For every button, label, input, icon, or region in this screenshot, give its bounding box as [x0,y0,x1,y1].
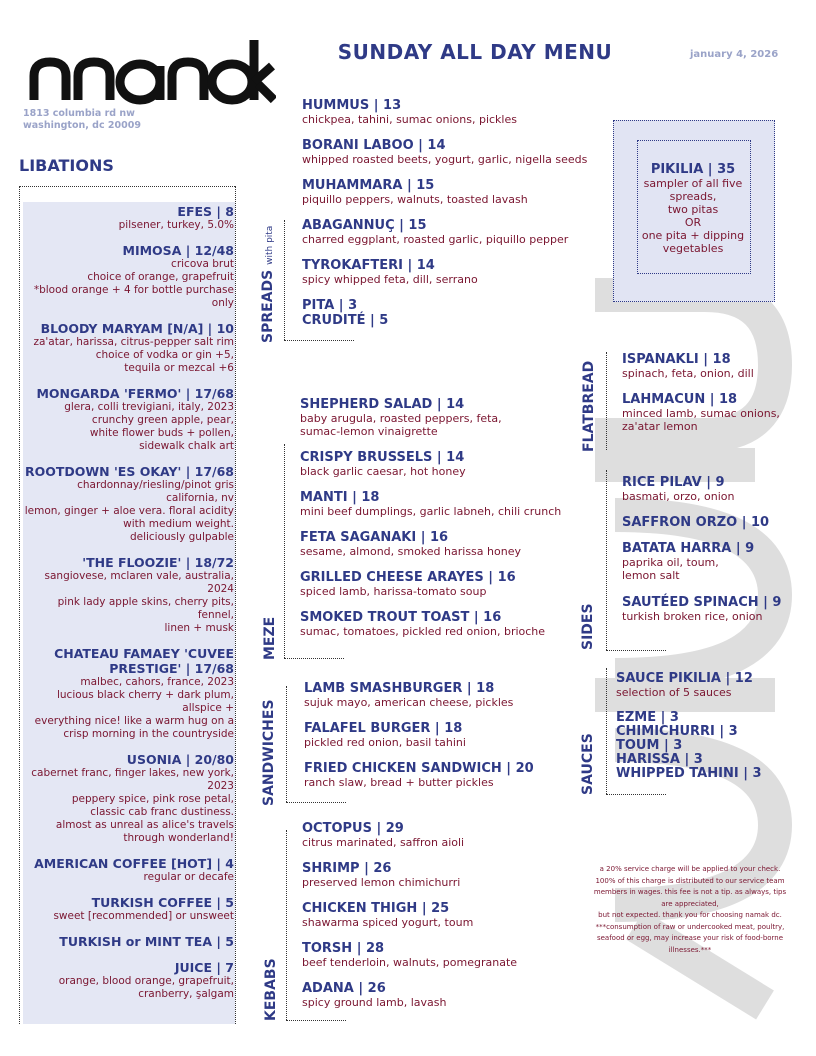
libation-name: TURKISH or MINT TEA | 5 [59,934,234,949]
meze-item-name: SMOKED TROUT TOAST | 16 [300,610,502,625]
spread-name: BORANI LABOO | 14 [302,138,446,153]
kebab-item-name: CHICKEN THIGH | 25 [302,901,450,916]
sandwich-item [304,681,513,709]
flatbread-item-name: LAHMACUN | 18 [622,392,738,407]
pikilia-desc-line: sampler of all five [643,177,743,190]
side-item-name: SAFFRON ORZO | 10 [622,515,770,530]
kebab-item-name: TORSH | 28 [302,941,385,956]
libation-name: USONIA | 20/80 [126,752,234,767]
meze-item-desc: sesame, almond, smoked harissa honey [300,545,521,558]
libation-desc: fennel, [197,609,234,621]
sandwiches-divider [286,686,287,802]
sandwich-item [304,721,466,749]
libation-desc: pink lady apple skins, cherry pits, [57,596,234,608]
spread-desc: piquillo peppers, walnuts, toasted lavash [302,193,528,206]
libation-desc: orange, blood orange, grapefruit, [58,975,234,987]
sandwich-item-name: FRIED CHICKEN SANDWICH | 20 [304,761,534,776]
flatbread-item-desc: minced lamb, sumac onions, [622,407,780,420]
meze-item-name: MANTI | 18 [300,490,380,505]
meze-label: MEZE [262,616,278,660]
address [23,108,141,132]
libation-item [24,856,234,884]
pikilia-desc-line: one pita + dipping [641,229,745,242]
pikilia-name: PIKILIA | 35 [650,162,736,177]
libation-name: AMERICAN COFFEE [HOT] | 4 [34,856,234,871]
libation-desc: white flower buds + pollen, [89,427,234,439]
side-item-desc: basmati, orzo, onion [622,490,735,503]
spread-desc: spicy whipped feta, dill, serrano [302,273,478,286]
libation-item [24,960,234,1001]
pikilia-desc-line: spreads, [669,190,717,203]
libation-desc: linen + musk [164,622,234,634]
pikilia-desc [614,177,772,255]
side-item-desc: lemon salt [622,569,680,582]
libation-desc: tequila or mezcal +6 [124,362,234,374]
pikilia-desc-line: two pitas [667,203,719,216]
notice-line: a 20% service charge will be applied to your check. [599,865,781,873]
kebab-item-desc: preserved lemon chimichurri [302,876,461,889]
libation-name: BLOODY MARYAM [N/A] | 10 [40,321,234,336]
libation-desc: everything nice! like a warm hug on a [34,715,234,727]
libation-desc: almost as unreal as alice's travels [55,819,234,831]
notice-line: illnesses.*** [668,945,712,954]
address-line-1: 1813 columbia rd nw [23,108,135,119]
meze-divider [284,444,285,658]
libation-desc: 2024 [207,583,234,595]
meze-item-name: SHEPHERD SALAD | 14 [300,397,465,412]
sauce-pikilia-desc: selection of 5 sauces [616,686,732,699]
spreads-divider-bottom [284,340,354,341]
sauces-divider [606,668,607,794]
libation-item [24,646,234,741]
libation-item [24,204,234,232]
spread-name: HUMMUS | 13 [302,98,402,113]
side-item [622,595,781,623]
sandwich-item-desc: sujuk mayo, american cheese, pickles [304,696,514,709]
libations-heading: LIBATIONS [19,156,114,175]
namak-logo [28,36,276,106]
sauce-list [616,711,762,781]
side-item [622,515,769,530]
kebab-item-desc: citrus marinated, saffron aioli [302,836,465,849]
meze-divider-bottom [284,658,344,659]
sides-divider-bottom [606,650,666,651]
flatbread-item [622,352,754,380]
libations-divider-right [235,186,236,1024]
kebab-item [302,861,460,889]
flatbread-item [622,392,780,433]
flatbread-label: FLATBREAD [581,360,597,452]
libation-item [24,321,234,375]
meze-item-desc: sumac-lemon vinaigrette [300,425,438,438]
spreads-label [260,226,276,343]
libation-desc: with medium weight. [123,518,234,530]
meze-item-desc: mini beef dumplings, garlic labneh, chili crunch [300,505,562,518]
service-charge-notice [590,864,790,956]
spreads-label-text: SPREADS [260,269,276,343]
kebab-item-desc: shawarma spiced yogurt, toum [302,916,474,929]
sauce-item: HARISSA | 3 [616,752,703,767]
notice-line: 100% of this charge is distributed to our service team [595,876,785,885]
libation-desc: choice of orange, grapefruit [87,271,234,283]
sides-divider [606,470,607,650]
side-item-desc: paprika oil, toum, [622,556,719,569]
spread-item [302,178,528,206]
libation-desc: crunchy green apple, pear, [91,414,234,426]
libation-item [24,752,234,845]
libation-desc: *blood orange + 4 for bottle purchase [33,284,234,296]
libation-item [24,934,234,949]
libation-desc: deliciously gulpable [129,531,234,543]
sandwich-item-name: FALAFEL BURGER | 18 [304,721,463,736]
sauce-item: EZME | 3 [616,710,679,725]
libation-item [24,895,234,923]
sides-label: SIDES [580,603,596,650]
meze-item [300,610,545,638]
pikilia-desc-line: vegetables [662,242,724,255]
kebab-item-desc: spicy ground lamb, lavash [302,996,447,1009]
meze-item-desc: black garlic caesar, hot honey [300,465,466,478]
libation-desc: peppery spice, pink rose petal, [71,793,234,805]
sandwich-item-desc: pickled red onion, basil tahini [304,736,466,749]
libation-name: ROOTDOWN 'ES OKAY' | 17/68 [24,464,234,479]
kebabs-divider [286,830,287,1020]
meze-item-desc: sumac, tomatoes, pickled red onion, brioche [300,625,546,638]
menu-date: january 4, 2026 [690,49,779,60]
spread-item [302,138,587,166]
spread-name: PITA | 3 [302,298,358,313]
pikilia-desc-line: OR [684,216,702,229]
libation-desc: sweet [recommended] or unsweet [53,910,234,922]
libations-divider-left [19,186,20,1024]
libation-desc: through wonderland! [123,832,234,844]
sauce-item: CHIMICHURRI | 3 [616,724,738,739]
libation-desc: regular or decafe [143,871,234,883]
libation-desc: malbec, cahors, france, 2023 [80,676,234,688]
libation-desc: only [211,297,234,309]
notice-line: members in wages. this fee is not a tip. as always, tips [593,888,787,896]
kebab-item-name: SHRIMP | 26 [302,861,392,876]
spread-item [302,258,478,286]
side-item [622,475,734,503]
kebab-item [302,821,464,849]
meze-item-name: FETA SAGANAKI | 16 [300,530,449,545]
spread-item [302,313,388,328]
flatbread-item-name: ISPANAKLI | 18 [622,352,731,367]
sauces-label: SAUCES [580,733,596,795]
flatbread-item-desc: za'atar lemon [622,420,698,433]
kebab-item [302,981,446,1009]
meze-item [300,450,466,478]
notice-line: seafood or egg, may increase your risk of food-borne [596,934,784,942]
spread-item [302,218,568,246]
spread-desc: chickpea, tahini, sumac onions, pickles [302,113,517,126]
libation-desc: glera, colli trevigiani, italy, 2023 [64,401,234,413]
libation-desc: 2023 [207,780,234,792]
libation-name: CHATEAU FAMAEY 'CUVEE PRESTIGE' | 17/68 [54,646,234,676]
kebabs-label: KEBABS [263,958,279,1021]
address-line-2: washington, dc 20009 [23,120,141,131]
libation-name: JUICE | 7 [174,960,234,975]
sandwiches-divider-bottom [286,802,346,803]
libation-name: TURKISH COFFEE | 5 [91,895,234,910]
sauces-block [616,671,762,781]
spread-name: TYROKAFTERI | 14 [302,258,435,273]
libation-desc: cranberry, şalgam [138,988,234,1000]
libations-list [24,204,234,1012]
libation-desc: california, nv [166,492,234,504]
sauce-item: TOUM | 3 [616,738,683,753]
kebab-item [302,901,473,929]
libation-desc: lucious black cherry + dark plum, [56,689,234,701]
spread-name: ABAGANNUÇ | 15 [302,218,427,233]
meze-item [300,570,516,598]
spread-name: MUHAMMARA | 15 [302,178,435,193]
kebab-item-name: OCTOPUS | 29 [302,821,404,836]
libation-item [24,243,234,310]
notice-line: but not expected. thank you for choosing namak dc. [598,911,782,919]
kebabs-divider-bottom [286,1020,346,1021]
side-item-name: SAUTÉED SPINACH | 9 [622,595,782,610]
libation-desc: classic cab franc dustiness. [90,806,234,818]
libation-item [24,386,234,453]
sauces-divider-bottom [606,794,666,795]
libation-desc: choice of vodka or gin +5, [95,349,234,361]
libation-item [24,555,234,635]
meze-item [300,530,521,558]
spread-name: CRUDITÉ | 5 [302,313,389,328]
libation-desc: cricova brut [171,258,234,270]
meze-item-name: GRILLED CHEESE ARAYES | 16 [300,570,516,585]
flatbread-item-desc: spinach, feta, onion, dill [622,367,754,380]
libation-desc: sangiovese, mclaren vale, australia, [44,570,234,582]
libation-name: 'THE FLOOZIE' | 18/72 [82,555,234,570]
sandwich-item [304,761,534,789]
libation-name: EFES | 8 [177,204,234,219]
sandwiches-label: SANDWICHES [261,699,277,806]
sauce-pikilia-name: SAUCE PIKILIA | 12 [616,671,753,686]
sandwich-item-name: LAMB SMASHBURGER | 18 [304,681,495,696]
kebab-item [302,941,517,969]
notice-line: are appreciated, [661,899,719,908]
libation-desc: cabernet franc, finger lakes, new york, [31,767,234,779]
sauce-item: WHIPPED TAHINI | 3 [616,766,762,781]
libation-desc: lemon, ginger + aloe vera. floral acidity [24,505,234,517]
libation-desc: crisp morning in the countryside [63,728,234,740]
libation-name: MONGARDA 'FERMO' | 17/68 [36,386,234,401]
side-item-name: BATATA HARRA | 9 [622,541,755,556]
libation-item [24,464,234,544]
libation-desc: pilsener, turkey, 5.0% [118,219,234,231]
spreads-sublabel: with pita [265,225,275,265]
libation-desc: chardonnay/riesling/pinot gris [77,479,234,491]
notice-line: ***consumption of raw or undercooked meat, poultry, [595,922,785,931]
menu-title: SUNDAY ALL DAY MENU [337,40,613,64]
side-item-name: RICE PILAV | 9 [622,475,725,490]
meze-item-desc: baby arugula, roasted peppers, feta, [300,412,502,425]
sandwich-item-desc: ranch slaw, bread + butter pickles [304,776,494,789]
side-item [622,541,754,582]
kebab-item-name: ADANA | 26 [302,981,386,996]
spread-item [302,98,517,126]
spreads-divider [284,220,285,340]
pikilia [614,162,772,255]
meze-item-desc: spiced lamb, harissa-tomato soup [300,585,487,598]
side-item-desc: turkish broken rice, onion [622,610,763,623]
spread-desc: whipped roasted beets, yogurt, garlic, nigella seeds [302,153,588,166]
meze-item [300,490,561,518]
meze-item-name: CRISPY BRUSSELS | 14 [300,450,465,465]
libation-desc: sidewalk chalk art [139,440,234,452]
libations-divider [19,186,235,187]
spread-item [302,298,357,313]
meze-item [300,397,502,438]
spread-desc: charred eggplant, roasted garlic, piquillo pepper [302,233,569,246]
flatbread-divider [606,352,607,450]
libation-desc: za'atar, harissa, citrus-pepper salt rim [33,336,234,348]
libation-name: MIMOSA | 12/48 [122,243,234,258]
libation-desc: allspice + [182,702,234,714]
kebab-item-desc: beef tenderloin, walnuts, pomegranate [302,956,518,969]
